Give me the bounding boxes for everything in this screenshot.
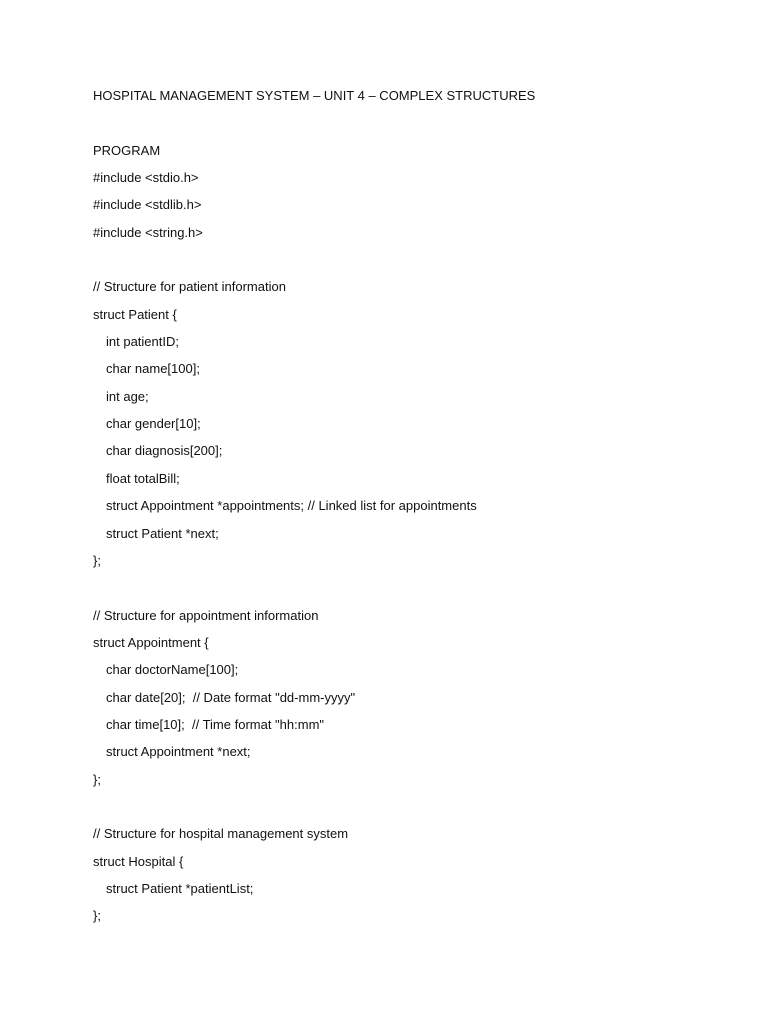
patient-struct-comment: // Structure for patient information <box>93 279 286 295</box>
patient-field: char gender[10]; <box>106 416 201 432</box>
appointment-field: char doctorName[100]; <box>106 662 239 678</box>
blank-line <box>93 249 733 276</box>
hospital-struct-open: struct Hospital { <box>93 853 184 869</box>
patient-struct-close: }; <box>93 552 101 568</box>
include-stdio: #include <stdio.h> <box>93 170 199 186</box>
blank-line <box>93 577 733 604</box>
blank-line <box>93 112 733 139</box>
appointment-field: struct Appointment *next; <box>106 744 251 760</box>
include-stdlib: #include <stdlib.h> <box>93 197 202 213</box>
patient-field: char name[100]; <box>106 361 200 377</box>
blank-line <box>93 796 733 823</box>
patient-field: int patientID; <box>106 334 179 350</box>
document-body <box>93 85 733 933</box>
patient-field: struct Appointment *appointments; // Linked list for appointments <box>106 498 477 514</box>
hospital-field: struct Patient *patientList; <box>106 880 254 896</box>
hospital-struct-close: }; <box>93 908 101 924</box>
patient-field: char diagnosis[200]; <box>106 443 223 459</box>
appointment-struct-comment: // Structure for appointment information <box>93 607 319 623</box>
document-title: HOSPITAL MANAGEMENT SYSTEM – UNIT 4 – COMPLEX STRUCTURES <box>93 88 536 103</box>
program-label: PROGRAM <box>93 142 161 158</box>
appointment-field: char date[20]; // Date format "dd-mm-yyyy" <box>106 689 356 705</box>
patient-struct-open: struct Patient { <box>93 306 177 322</box>
include-string: #include <string.h> <box>93 224 203 240</box>
appointment-field: char time[10]; // Time format "hh:mm" <box>106 716 325 732</box>
hospital-struct-comment: // Structure for hospital management system <box>93 826 349 842</box>
appointment-struct-close: }; <box>93 771 101 787</box>
patient-field: struct Patient *next; <box>106 525 219 541</box>
appointment-struct-open: struct Appointment { <box>93 634 209 650</box>
patient-field: float totalBill; <box>106 470 180 486</box>
patient-field: int age; <box>106 388 149 404</box>
